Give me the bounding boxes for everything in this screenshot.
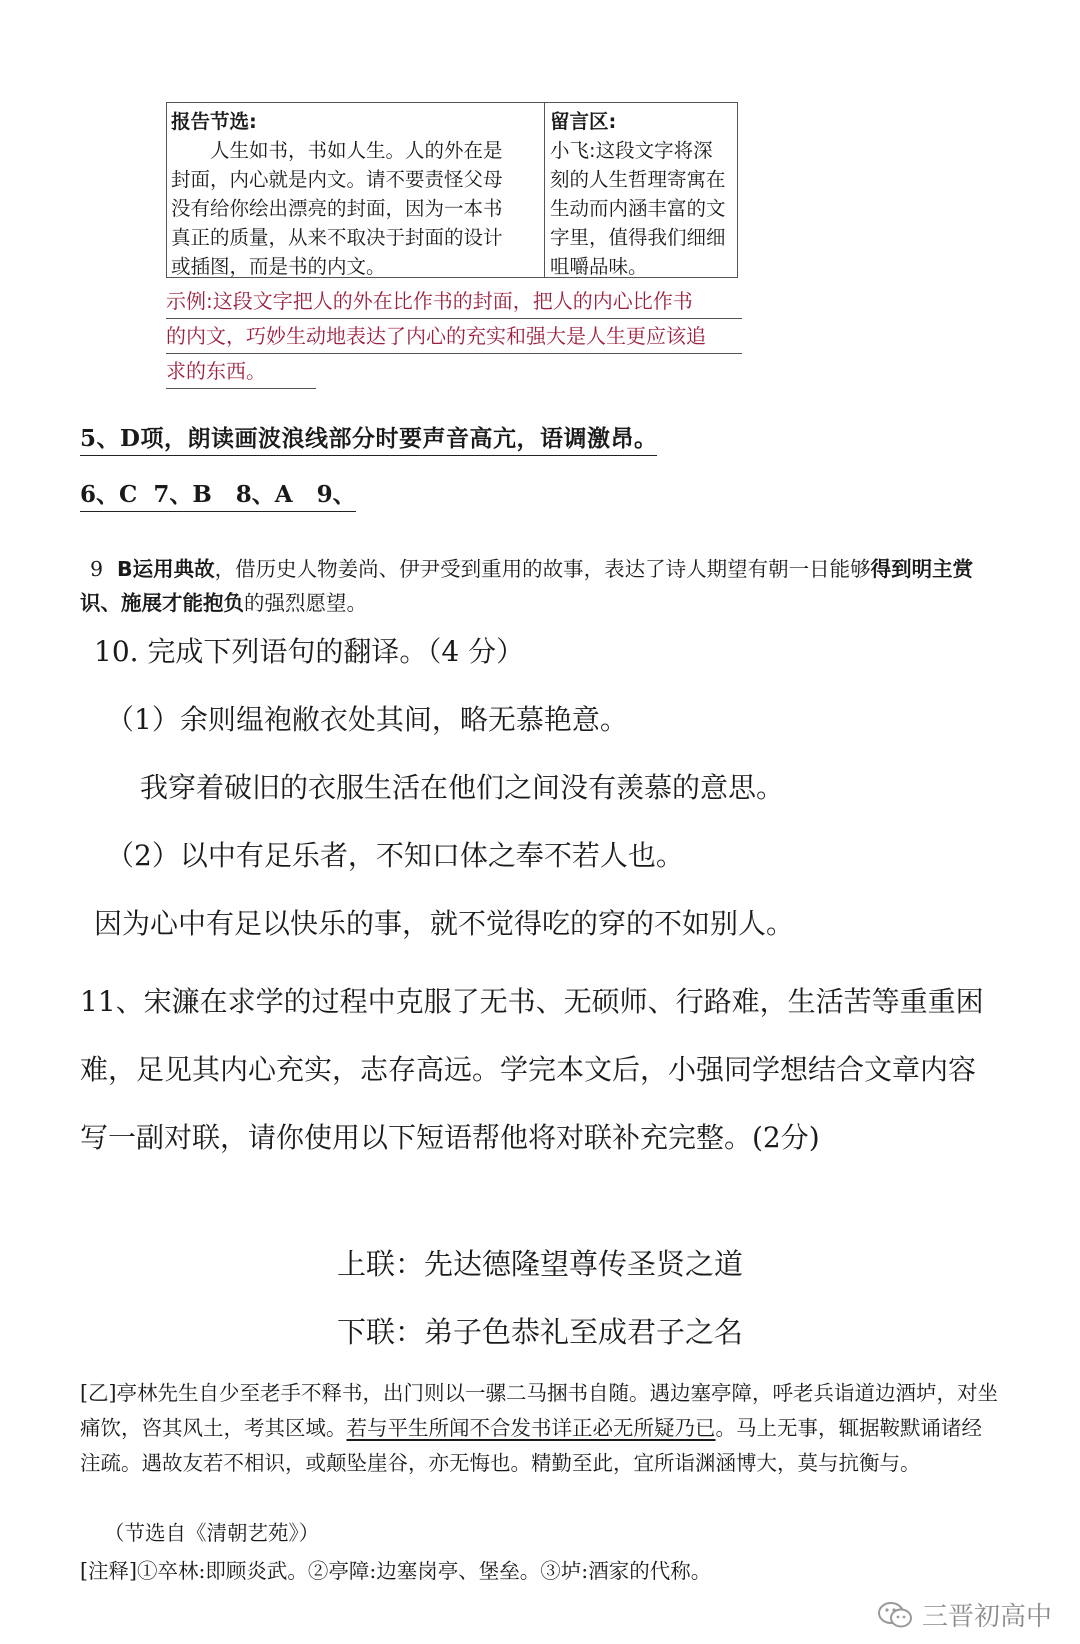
- passage-source: （节选自《清朝艺苑》）: [104, 1521, 320, 1545]
- report-excerpt-cell: [167, 103, 545, 277]
- report-table: [166, 102, 738, 278]
- example-line: 的内文，巧妙生动地表达了内心的充实和强大是人生更应该追: [166, 319, 742, 354]
- answer-9-number: 9: [90, 557, 104, 581]
- answer-9-explanation: [80, 552, 1000, 620]
- comment-line: 刻的人生哲理寄寓在: [550, 168, 726, 191]
- example-line: 求的东西。: [166, 354, 316, 389]
- report-line: 封面，内心就是内文。请不要责怪父母: [171, 168, 503, 191]
- question-10-answer-1: 我穿着破旧的衣服生活在他们之间没有羡慕的意思。: [140, 771, 785, 804]
- question-10-sentence-1: （1）余则缊袍敝衣处其间，略无慕艳意。: [106, 703, 628, 736]
- answer-9-bold-b: 得到明主赏识、施展才能抱负: [80, 557, 974, 615]
- comment-line: 小飞:这段文字将深: [550, 139, 713, 162]
- answer-9-text-b: 的强烈愿望。: [244, 591, 367, 615]
- question-10-sentence-2: （2）以中有足乐者，不知口体之奉不若人也。: [106, 839, 684, 872]
- watermark: [876, 1596, 1052, 1633]
- passage-yi: [80, 1376, 1000, 1481]
- example-line: 示例:这段文字把人的外在比作书的封面，把人的内心比作书: [166, 284, 742, 319]
- answer-6-9-text: 6、C 7、B 8、A 9、: [80, 481, 356, 512]
- wechat-icon: [876, 1600, 914, 1630]
- question-10-title: 10. 完成下列语句的翻译。（4 分）: [94, 635, 525, 668]
- example-answer: [166, 284, 742, 389]
- couplet-lower: 下联：弟子色恭礼至成君子之名: [336, 1315, 743, 1349]
- report-heading: 报告节选:: [171, 110, 257, 133]
- answer-5: [80, 420, 657, 453]
- answer-9-text-a: ，借历史人物姜尚、伊尹受到重用的故事，表达了诗人期望有朝一日能够: [214, 557, 871, 581]
- passage-yi-part2: 。马上无事，辄据鞍默诵诸经注疏。遇故友若不相识，或颠坠崖谷，亦无悔也。精勤至此，宜所诣渊涵博大，莫与抗衡与。: [80, 1416, 982, 1475]
- report-line: 或插图，而是书的内文。: [171, 255, 386, 278]
- report-line: 人生如书，书如人生。人的外在是: [210, 139, 503, 162]
- couplet-upper: 上联：先达德隆望尊传圣贤之道: [336, 1247, 743, 1281]
- comment-line: 生动而内涵丰富的文: [550, 197, 726, 220]
- answer-9-bold-a: B运用典故: [117, 557, 215, 581]
- report-line: 没有给你绘出漂亮的封面，因为一本书: [171, 197, 503, 220]
- comment-cell: [545, 103, 737, 277]
- passage-yi-part1: [乙]亭林先生自少至老手不释书，出门则以一骡二马捆书自随。遇边塞亭障，呼老兵诣道边酒垆，对坐痛饮，咨其风土，考其区域。: [80, 1381, 998, 1440]
- comment-line: 咀嚼品味。: [550, 255, 648, 278]
- answer-6-9: [80, 476, 356, 509]
- comment-line: 字里，值得我们细细: [550, 226, 726, 249]
- passage-yi-underlined: 若与平生所闻不合发书详正必无所疑乃已: [346, 1416, 716, 1440]
- watermark-text: 三晋初高中: [921, 1602, 1052, 1632]
- question-10-answer-2: 因为心中有足以快乐的事，就不觉得吃的穿的不如别人。: [94, 907, 795, 940]
- question-11: 11、宋濂在求学的过程中克服了无书、无硕师、行路难，生活苦等重重困难，足见其内心充实，志存高远。学完本文后，小强同学想结合文章内容写一副对联，请你使用以下短语帮他将对联补充完整。(2分): [80, 985, 984, 1154]
- passage-notes: [注释]①卒林:即顾炎武。②亭障:边塞岗亭、堡垒。③垆:酒家的代称。: [80, 1559, 712, 1583]
- report-line: 真正的质量，从来不取决于封面的设计: [171, 226, 503, 249]
- answer-5-text: 5、D项，朗读画波浪线部分时要声音高亢，语调激昂。: [80, 425, 657, 456]
- comment-heading: 留言区:: [550, 110, 617, 133]
